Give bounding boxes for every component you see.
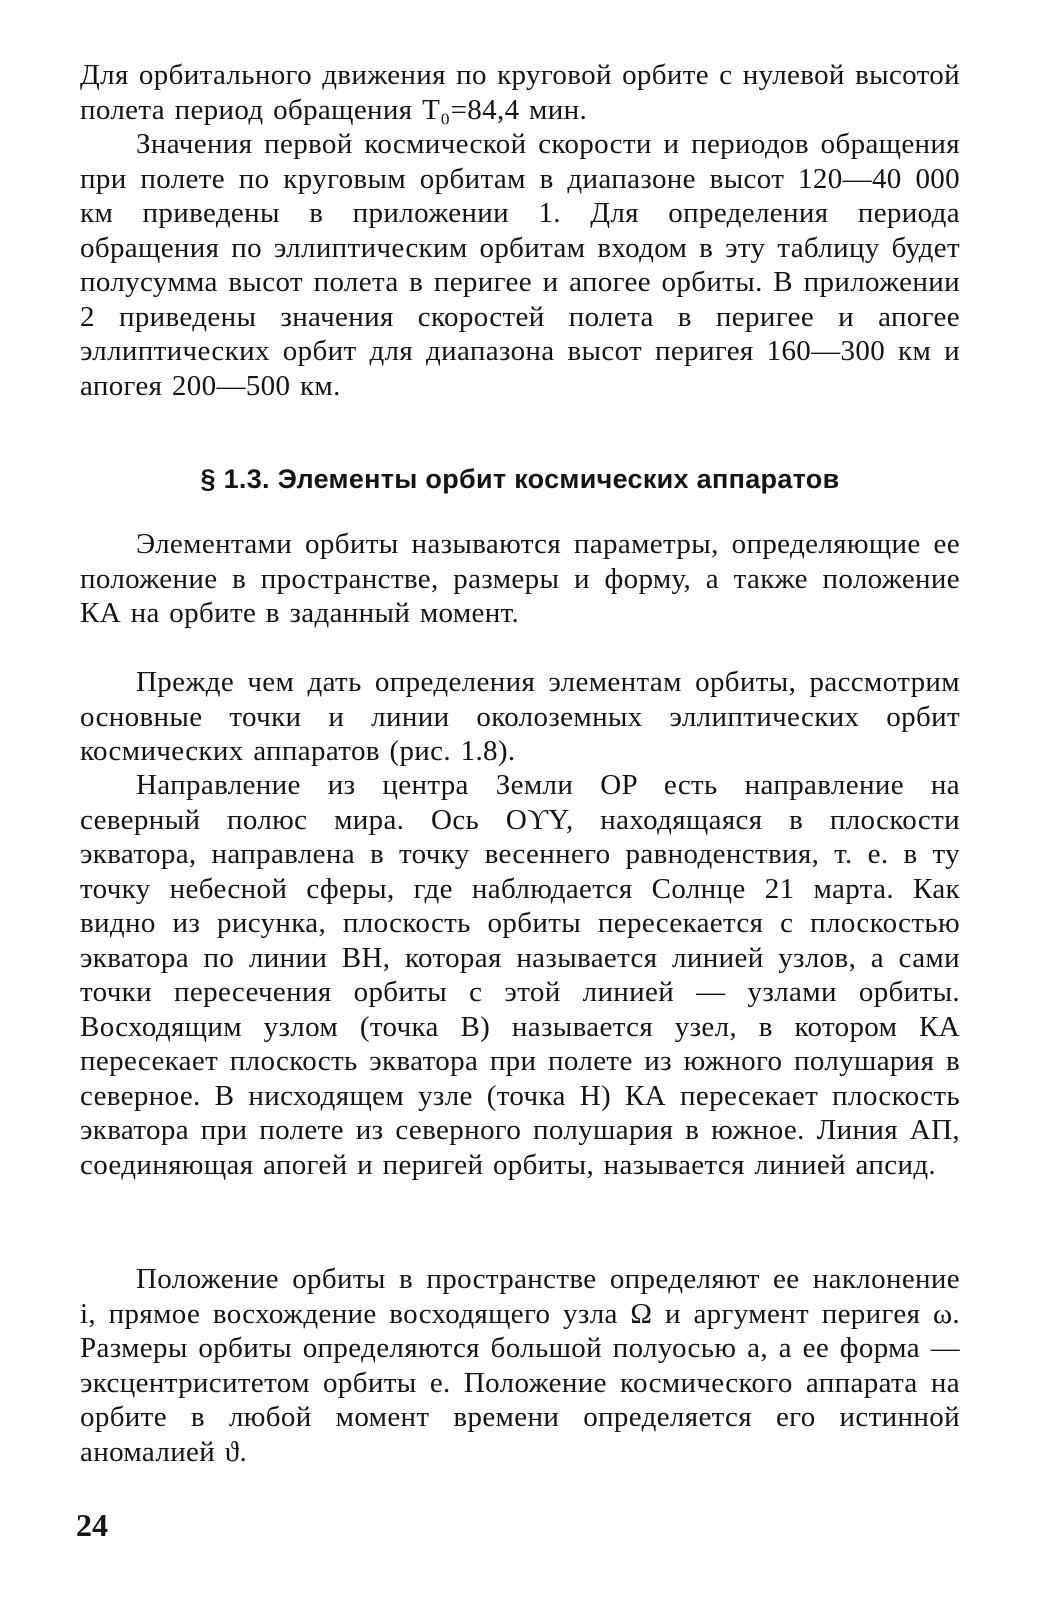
paragraph-orbit-position-parameters: Положение орбиты в пространстве определяют ее наклонение i, прямое восхождение восходящего узла Ω и аргумент перигея ω. Размеры орбиты определяются большой полуосью a, а ее форма — эксцентриситетом орбиты e. Положение космического аппарата на орбите в любой момент времени определяется его истинной аномалией ϑ. [80, 1263, 960, 1468]
section-heading: § 1.3. Элементы орбит космических аппаратов [200, 464, 840, 494]
paragraph-orbit-elements-definition: Элементами орбиты называются параметры, определяющие ее положение в пространстве, размеры и форму, а также положение КА на орбите в заданный момент. [80, 528, 960, 629]
paragraph-first-cosmic-velocity: Значения первой космической скорости и периодов обращения при полете по круговым орбитам в диапазоне высот 120—40 000 км приведены в приложении 1. Для определения периода обращения по эллиптическим орбитам входом в эту таблицу будет полусумма высот полета в перигее и апогее орбиты. В приложении 2 приведены значения скоростей полета в перигее и апогее эллиптических орбит для диапазона высот перигея 160—300 км и апогея 200—500 км. [80, 128, 960, 402]
page-number: 24 [76, 1507, 108, 1543]
paragraph-nodes-and-apsides: Направление из центра Земли OP есть направление на северный полюс мира. Ось OϒΥ, находящаяся в плоскости экватора, направлена в точку весеннего равноденствия, т. е. в ту точку небесной сферы, где наблюдается Солнце 21 марта. Как видно из рисунка, плоскость орбиты пересекается с плоскостью экватора по линии BH, которая называется линией узлов, а сами точки пересечения орбиты с этой линией — узлами орбиты. Восходящим узлом (точка B) называется узел, в котором КА пересекает плоскость экватора при полете из южного полушария в северное. В нисходящем узле (точка H) КА пересекает плоскость экватора при полете из северного полушария в южное. Линия АП, соединяющая апогей и перигей орбиты, называется линией апсид. [80, 769, 960, 1181]
paragraph-basic-points-and-lines: Прежде чем дать определения элементам орбиты, рассмотрим основные точки и линии околоземных эллиптических орбит космических аппаратов (рис. 1.8). [80, 666, 960, 767]
paragraph-circular-orbit-period: Для орбитального движения по круговой орбите с нулевой высотой полета период обращения T₀=84,4 мин. [80, 59, 960, 126]
